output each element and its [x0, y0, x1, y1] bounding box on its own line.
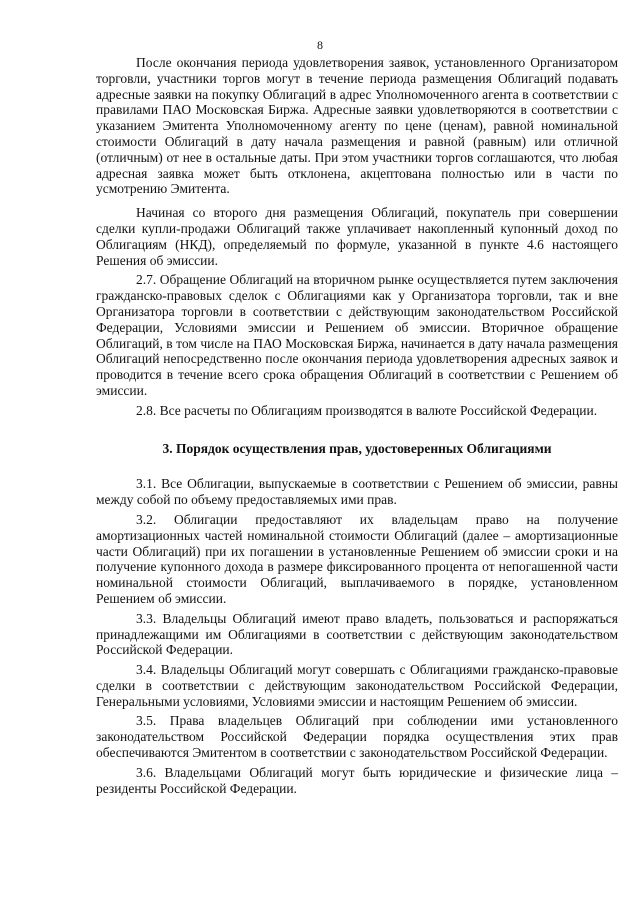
- paragraph-3-2: 3.2. Облигации предоставляют их владельцам право на получение амортизационных частей номинальной стоимости Облигаций (далее – амортизационные части Облигаций) при их погашении в установленные Решением об эмиссии сроки и на получение купонного дохода в размере фиксированного процента от непогашенной части номинальной стоимости Облигаций, выплачиваемого в порядке, установленном Решением об эмиссии.: [96, 511, 618, 606]
- paragraph-accrued-coupon: Начиная со второго дня размещения Облигаций, покупатель при совершении сделки купли-продажи Облигаций также уплачивает накопленный купонный доход по Облигациям (НКД), определяемый по формуле, указанной в пункте 4.6 настоящего Решения об эмиссии.: [96, 205, 618, 268]
- paragraph-3-3: 3.3. Владельцы Облигаций имеют право владеть, пользоваться и распоряжаться принадлежащими им Облигациями в соответствии с действующим законодательством Российской Федерации.: [96, 610, 618, 658]
- paragraph-2-8: 2.8. Все расчеты по Облигациям производятся в валюте Российской Федерации.: [136, 402, 598, 418]
- paragraph-3-6: 3.6. Владельцами Облигаций могут быть юридические и физические лица – резиденты Российской Федерации.: [96, 764, 618, 796]
- document-body: [96, 55, 618, 796]
- paragraph-3-1: 3.1. Все Облигации, выпускаемые в соответствии с Решением об эмиссии, равны между собой по объему предоставляемых ими прав.: [96, 476, 618, 508]
- paragraph-2-7: 2.7. Обращение Облигаций на вторичном рынке осуществляется путем заключения гражданско-правовых сделок с Облигациями как у Организатора торговли, так и вне Организатора торговли в соответствии с действующим законодательством Российской Федерации, Условиями эмиссии и Решением об эмиссии. Вторичное обращение Облигаций, в том числе на ПАО Московская Биржа, начинается в дату начала размещения Облигаций непосредственно после окончания периода удовлетворения адресных заявок и проводится в течение всего срока обращения Облигаций в соответствии с Решением об эмиссии.: [96, 272, 618, 398]
- page-number: 8: [317, 38, 323, 52]
- paragraph-address-orders: После окончания периода удовлетворения заявок, установленного Организатором торговли, участники торгов могут в течение периода размещения Облигаций подавать адресные заявки на покупку Облигаций в адрес Уполномоченного агента в соответствии с правилами ПАО Московская Биржа. Адресные заявки удовлетворяются в соответствии с указанием Эмитента Уполномоченному агенту по цене (ценам), равной номинальной стоимости Облигаций в дату начала размещения и равной (равным) или отличной (отличным) от нее в остальные даты. При этом участники торгов соглашаются, что любая адресная заявка может быть отклонена, акцептована полностью или в части по усмотрению Эмитента.: [96, 55, 618, 197]
- paragraph-3-5: 3.5. Права владельцев Облигаций при соблюдении ими установленного законодательством Российской Федерации порядка осуществления этих прав обеспечиваются Эмитентом в соответствии с законодательством Российской Федерации.: [96, 713, 618, 761]
- paragraph-3-4: 3.4. Владельцы Облигаций могут совершать с Облигациями гражданско-правовые сделки в соответствии с действующим законодательством Российской Федерации, Генеральными условиями, Условиями эмиссии и настоящим Решением об эмиссии.: [96, 662, 618, 709]
- section-heading: 3. Порядок осуществления прав, удостоверенных Облигациями: [162, 440, 552, 456]
